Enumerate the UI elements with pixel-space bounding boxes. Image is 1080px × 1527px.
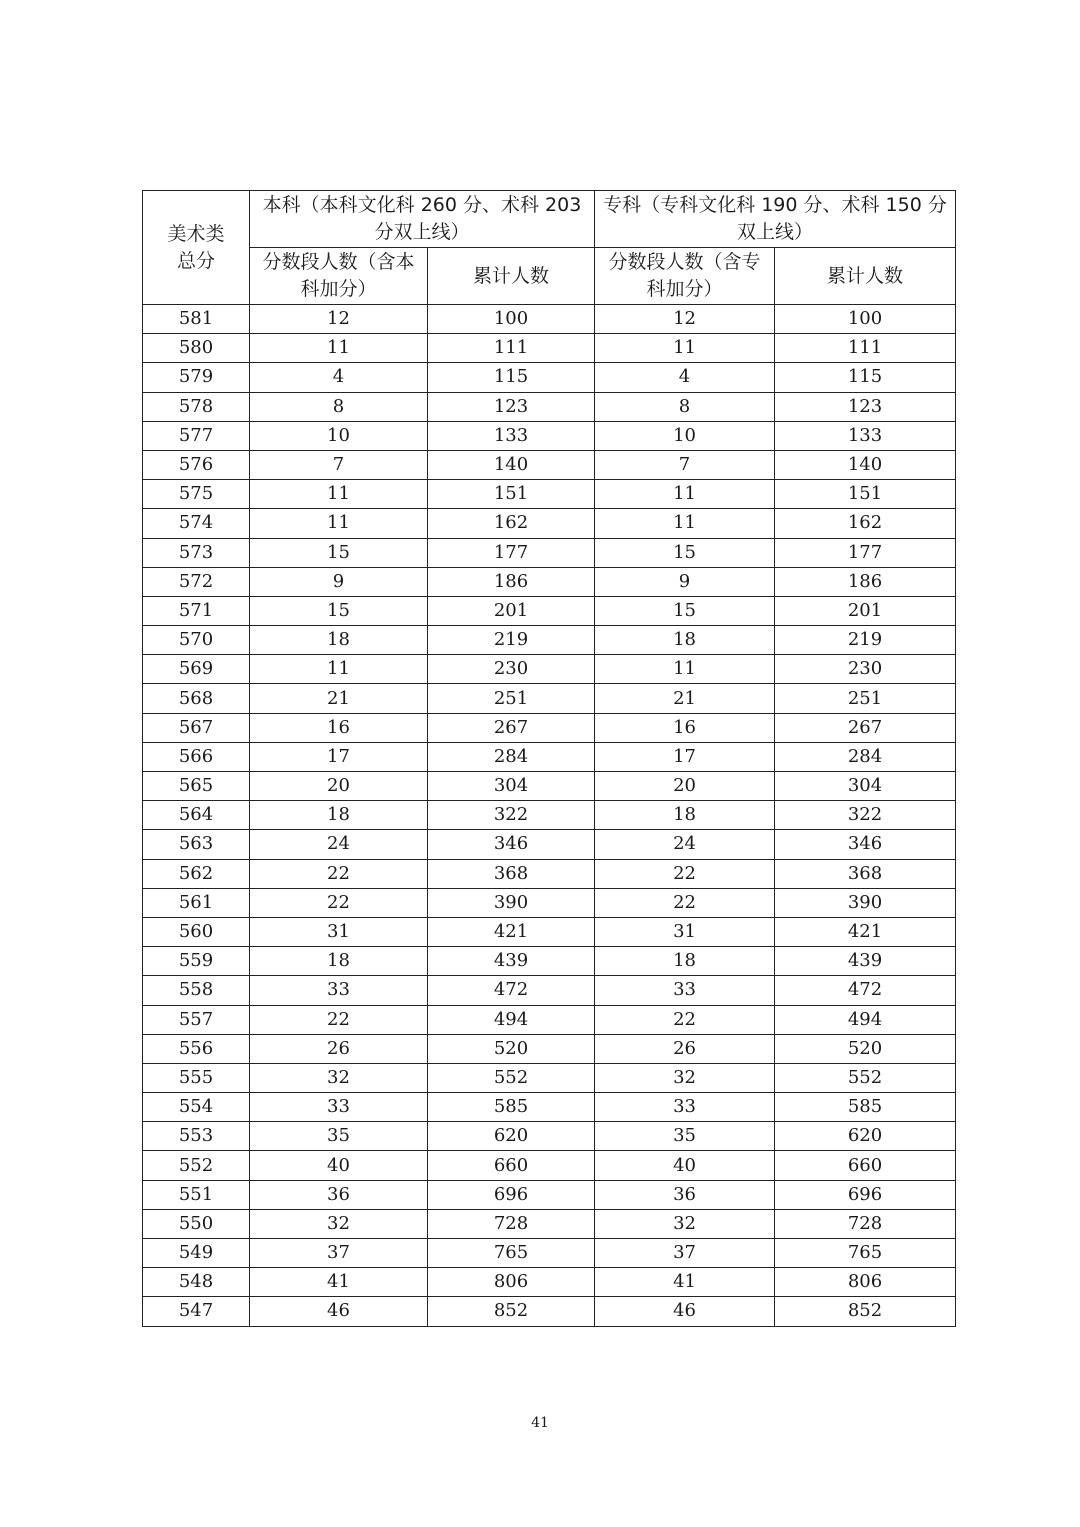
vocational-segment-count-cell: 46	[595, 1297, 775, 1326]
undergrad-segment-count-cell: 16	[250, 713, 428, 742]
table-row	[143, 567, 956, 596]
total-score-cell: 556	[143, 1034, 250, 1063]
undergrad-segment-count-cell: 9	[250, 567, 428, 596]
undergrad-cumulative-cell: 151	[428, 480, 595, 509]
undergrad-segment-count-cell: 4	[250, 363, 428, 392]
total-score-cell: 553	[143, 1122, 250, 1151]
vocational-cumulative-cell: 162	[775, 509, 956, 538]
undergrad-segment-count-cell: 33	[250, 1093, 428, 1122]
vocational-segment-count-cell: 11	[595, 655, 775, 684]
total-score-cell: 571	[143, 596, 250, 625]
undergrad-segment-count-cell: 32	[250, 1209, 428, 1238]
table-header	[143, 191, 956, 305]
undergrad-cumulative-header: 累计人数	[428, 248, 595, 305]
vocational-segment-count-cell: 22	[595, 859, 775, 888]
undergrad-segment-count-cell: 18	[250, 626, 428, 655]
vocational-segment-count-cell: 36	[595, 1180, 775, 1209]
undergrad-cumulative-cell: 806	[428, 1268, 595, 1297]
vocational-segment-count-cell: 33	[595, 1093, 775, 1122]
vocational-segment-count-cell: 31	[595, 917, 775, 946]
total-score-cell: 572	[143, 567, 250, 596]
total-score-header: 美术类总分	[143, 191, 250, 305]
vocational-segment-count-cell: 22	[595, 1005, 775, 1034]
table-row	[143, 480, 956, 509]
table-row	[143, 626, 956, 655]
total-score-cell: 575	[143, 480, 250, 509]
undergrad-cumulative-cell: 552	[428, 1063, 595, 1092]
undergrad-cumulative-cell: 177	[428, 538, 595, 567]
undergrad-segment-count-cell: 26	[250, 1034, 428, 1063]
vocational-cumulative-cell: 439	[775, 947, 956, 976]
undergrad-segment-count-cell: 31	[250, 917, 428, 946]
vocational-segment-count-cell: 9	[595, 567, 775, 596]
table-row	[143, 334, 956, 363]
header-row-2	[143, 248, 956, 305]
table-row	[143, 976, 956, 1005]
vocational-cumulative-cell: 346	[775, 830, 956, 859]
undergrad-cumulative-cell: 100	[428, 305, 595, 334]
vocational-segment-count-cell: 11	[595, 480, 775, 509]
table-row	[143, 684, 956, 713]
vocational-segment-count-cell: 16	[595, 713, 775, 742]
total-score-cell: 549	[143, 1239, 250, 1268]
undergrad-segment-count-cell: 36	[250, 1180, 428, 1209]
undergrad-cumulative-cell: 201	[428, 596, 595, 625]
vocational-segment-count-cell: 32	[595, 1209, 775, 1238]
vocational-segment-count-cell: 11	[595, 509, 775, 538]
table-row	[143, 1005, 956, 1034]
vocational-cumulative-cell: 472	[775, 976, 956, 1005]
undergrad-segment-count-cell: 12	[250, 305, 428, 334]
vocational-segment-count-cell: 32	[595, 1063, 775, 1092]
undergrad-cumulative-cell: 322	[428, 801, 595, 830]
table-row	[143, 1180, 956, 1209]
vocational-cumulative-cell: 304	[775, 772, 956, 801]
undergrad-cumulative-cell: 186	[428, 567, 595, 596]
table-row	[143, 1297, 956, 1326]
vocational-cumulative-cell: 696	[775, 1180, 956, 1209]
total-score-cell: 547	[143, 1297, 250, 1326]
vocational-cumulative-cell: 151	[775, 480, 956, 509]
table-row	[143, 1063, 956, 1092]
undergrad-segment-count-cell: 21	[250, 684, 428, 713]
total-score-cell: 574	[143, 509, 250, 538]
vocational-segment-count-cell: 35	[595, 1122, 775, 1151]
undergrad-cumulative-cell: 494	[428, 1005, 595, 1034]
undergrad-segment-count-cell: 41	[250, 1268, 428, 1297]
table-body	[143, 305, 956, 1327]
vocational-segment-count-cell: 8	[595, 392, 775, 421]
vocational-segment-count-cell: 15	[595, 596, 775, 625]
vocational-cumulative-cell: 177	[775, 538, 956, 567]
total-score-cell: 581	[143, 305, 250, 334]
undergrad-segment-count-cell: 46	[250, 1297, 428, 1326]
undergrad-cumulative-cell: 219	[428, 626, 595, 655]
table-row	[143, 363, 956, 392]
undergrad-cumulative-cell: 439	[428, 947, 595, 976]
table-row	[143, 801, 956, 830]
table-row	[143, 655, 956, 684]
table-row	[143, 509, 956, 538]
vocational-cumulative-cell: 201	[775, 596, 956, 625]
total-score-cell: 562	[143, 859, 250, 888]
total-score-cell: 550	[143, 1209, 250, 1238]
undergrad-segment-count-cell: 37	[250, 1239, 428, 1268]
page-number: 41	[531, 1415, 549, 1431]
vocational-segment-count-cell: 22	[595, 888, 775, 917]
vocational-cumulative-cell: 728	[775, 1209, 956, 1238]
undergrad-cumulative-cell: 728	[428, 1209, 595, 1238]
undergrad-segment-count-cell: 40	[250, 1151, 428, 1180]
table-row	[143, 713, 956, 742]
total-score-cell: 578	[143, 392, 250, 421]
total-score-cell: 570	[143, 626, 250, 655]
table-row	[143, 742, 956, 771]
undergrad-cumulative-cell: 765	[428, 1239, 595, 1268]
total-score-cell: 567	[143, 713, 250, 742]
vocational-segment-count-cell: 33	[595, 976, 775, 1005]
vocational-segment-count-header: 分数段人数（含专科加分）	[595, 248, 775, 305]
undergrad-cumulative-cell: 115	[428, 363, 595, 392]
undergrad-segment-count-cell: 15	[250, 538, 428, 567]
undergrad-cumulative-cell: 472	[428, 976, 595, 1005]
total-score-cell: 552	[143, 1151, 250, 1180]
vocational-cumulative-cell: 186	[775, 567, 956, 596]
vocational-segment-count-cell: 4	[595, 363, 775, 392]
total-score-cell: 559	[143, 947, 250, 976]
undergrad-header: 本科（本科文化科 260 分、术科 203 分双上线）	[250, 191, 595, 248]
undergrad-cumulative-cell: 368	[428, 859, 595, 888]
undergrad-segment-count-header: 分数段人数（含本科加分）	[250, 248, 428, 305]
total-score-cell: 551	[143, 1180, 250, 1209]
undergrad-cumulative-cell: 620	[428, 1122, 595, 1151]
total-score-cell: 576	[143, 450, 250, 479]
vocational-header: 专科（专科文化科 190 分、术科 150 分双上线）	[595, 191, 956, 248]
vocational-cumulative-cell: 620	[775, 1122, 956, 1151]
total-score-cell: 565	[143, 772, 250, 801]
vocational-cumulative-cell: 230	[775, 655, 956, 684]
undergrad-cumulative-cell: 140	[428, 450, 595, 479]
vocational-segment-count-cell: 18	[595, 626, 775, 655]
vocational-segment-count-cell: 21	[595, 684, 775, 713]
undergrad-segment-count-cell: 11	[250, 480, 428, 509]
undergrad-segment-count-cell: 10	[250, 421, 428, 450]
total-score-cell: 561	[143, 888, 250, 917]
undergrad-segment-count-cell: 11	[250, 509, 428, 538]
total-score-cell: 554	[143, 1093, 250, 1122]
table-row	[143, 888, 956, 917]
undergrad-segment-count-cell: 24	[250, 830, 428, 859]
vocational-segment-count-cell: 15	[595, 538, 775, 567]
vocational-cumulative-cell: 852	[775, 1297, 956, 1326]
undergrad-cumulative-cell: 284	[428, 742, 595, 771]
total-score-cell: 555	[143, 1063, 250, 1092]
vocational-cumulative-cell: 111	[775, 334, 956, 363]
undergrad-cumulative-cell: 585	[428, 1093, 595, 1122]
vocational-segment-count-cell: 26	[595, 1034, 775, 1063]
undergrad-cumulative-cell: 123	[428, 392, 595, 421]
undergrad-segment-count-cell: 22	[250, 1005, 428, 1034]
undergrad-segment-count-cell: 18	[250, 947, 428, 976]
vocational-cumulative-cell: 520	[775, 1034, 956, 1063]
table-row	[143, 859, 956, 888]
vocational-segment-count-cell: 37	[595, 1239, 775, 1268]
undergrad-cumulative-cell: 390	[428, 888, 595, 917]
table-row	[143, 421, 956, 450]
vocational-cumulative-cell: 806	[775, 1268, 956, 1297]
total-score-cell: 564	[143, 801, 250, 830]
undergrad-cumulative-cell: 421	[428, 917, 595, 946]
table-row	[143, 1093, 956, 1122]
vocational-cumulative-header: 累计人数	[775, 248, 956, 305]
total-score-cell: 558	[143, 976, 250, 1005]
vocational-segment-count-cell: 7	[595, 450, 775, 479]
vocational-segment-count-cell: 12	[595, 305, 775, 334]
undergrad-segment-count-cell: 18	[250, 801, 428, 830]
undergrad-cumulative-cell: 133	[428, 421, 595, 450]
undergrad-segment-count-cell: 35	[250, 1122, 428, 1151]
vocational-cumulative-cell: 267	[775, 713, 956, 742]
vocational-segment-count-cell: 18	[595, 947, 775, 976]
table-row	[143, 917, 956, 946]
vocational-cumulative-cell: 123	[775, 392, 956, 421]
vocational-segment-count-cell: 20	[595, 772, 775, 801]
table-row	[143, 1209, 956, 1238]
vocational-cumulative-cell: 251	[775, 684, 956, 713]
vocational-cumulative-cell: 660	[775, 1151, 956, 1180]
undergrad-cumulative-cell: 267	[428, 713, 595, 742]
vocational-cumulative-cell: 133	[775, 421, 956, 450]
vocational-cumulative-cell: 585	[775, 1093, 956, 1122]
vocational-cumulative-cell: 219	[775, 626, 956, 655]
table-row	[143, 392, 956, 421]
total-score-cell: 563	[143, 830, 250, 859]
undergrad-cumulative-cell: 230	[428, 655, 595, 684]
undergrad-cumulative-cell: 346	[428, 830, 595, 859]
undergrad-cumulative-cell: 251	[428, 684, 595, 713]
undergrad-segment-count-cell: 20	[250, 772, 428, 801]
table-row	[143, 1151, 956, 1180]
undergrad-segment-count-cell: 11	[250, 655, 428, 684]
undergrad-cumulative-cell: 696	[428, 1180, 595, 1209]
total-score-cell: 568	[143, 684, 250, 713]
vocational-cumulative-cell: 552	[775, 1063, 956, 1092]
vocational-cumulative-cell: 368	[775, 859, 956, 888]
undergrad-segment-count-cell: 22	[250, 859, 428, 888]
score-distribution-table	[142, 190, 956, 1327]
header-row-1	[143, 191, 956, 248]
total-score-cell: 577	[143, 421, 250, 450]
undergrad-segment-count-cell: 32	[250, 1063, 428, 1092]
vocational-segment-count-cell: 41	[595, 1268, 775, 1297]
total-score-cell: 548	[143, 1268, 250, 1297]
vocational-segment-count-cell: 17	[595, 742, 775, 771]
vocational-segment-count-cell: 11	[595, 334, 775, 363]
table-row	[143, 947, 956, 976]
vocational-cumulative-cell: 284	[775, 742, 956, 771]
undergrad-segment-count-cell: 7	[250, 450, 428, 479]
total-score-cell: 569	[143, 655, 250, 684]
vocational-cumulative-cell: 100	[775, 305, 956, 334]
undergrad-cumulative-cell: 162	[428, 509, 595, 538]
total-score-cell: 580	[143, 334, 250, 363]
table-row	[143, 772, 956, 801]
undergrad-cumulative-cell: 520	[428, 1034, 595, 1063]
undergrad-segment-count-cell: 15	[250, 596, 428, 625]
table-row	[143, 1268, 956, 1297]
vocational-segment-count-cell: 40	[595, 1151, 775, 1180]
undergrad-segment-count-cell: 33	[250, 976, 428, 1005]
total-score-cell: 573	[143, 538, 250, 567]
vocational-cumulative-cell: 390	[775, 888, 956, 917]
total-score-cell: 579	[143, 363, 250, 392]
table-row	[143, 450, 956, 479]
table-row	[143, 538, 956, 567]
vocational-cumulative-cell: 421	[775, 917, 956, 946]
table-row	[143, 1034, 956, 1063]
vocational-cumulative-cell: 765	[775, 1239, 956, 1268]
total-score-cell: 560	[143, 917, 250, 946]
table-row	[143, 1122, 956, 1151]
undergrad-cumulative-cell: 304	[428, 772, 595, 801]
vocational-segment-count-cell: 10	[595, 421, 775, 450]
table-row	[143, 305, 956, 334]
vocational-segment-count-cell: 24	[595, 830, 775, 859]
table-row	[143, 830, 956, 859]
vocational-cumulative-cell: 140	[775, 450, 956, 479]
vocational-cumulative-cell: 115	[775, 363, 956, 392]
undergrad-cumulative-cell: 660	[428, 1151, 595, 1180]
undergrad-cumulative-cell: 111	[428, 334, 595, 363]
total-score-cell: 566	[143, 742, 250, 771]
undergrad-segment-count-cell: 8	[250, 392, 428, 421]
vocational-cumulative-cell: 322	[775, 801, 956, 830]
total-score-cell: 557	[143, 1005, 250, 1034]
vocational-segment-count-cell: 18	[595, 801, 775, 830]
undergrad-cumulative-cell: 852	[428, 1297, 595, 1326]
undergrad-segment-count-cell: 11	[250, 334, 428, 363]
table-row	[143, 596, 956, 625]
undergrad-segment-count-cell: 22	[250, 888, 428, 917]
vocational-cumulative-cell: 494	[775, 1005, 956, 1034]
table-row	[143, 1239, 956, 1268]
undergrad-segment-count-cell: 17	[250, 742, 428, 771]
